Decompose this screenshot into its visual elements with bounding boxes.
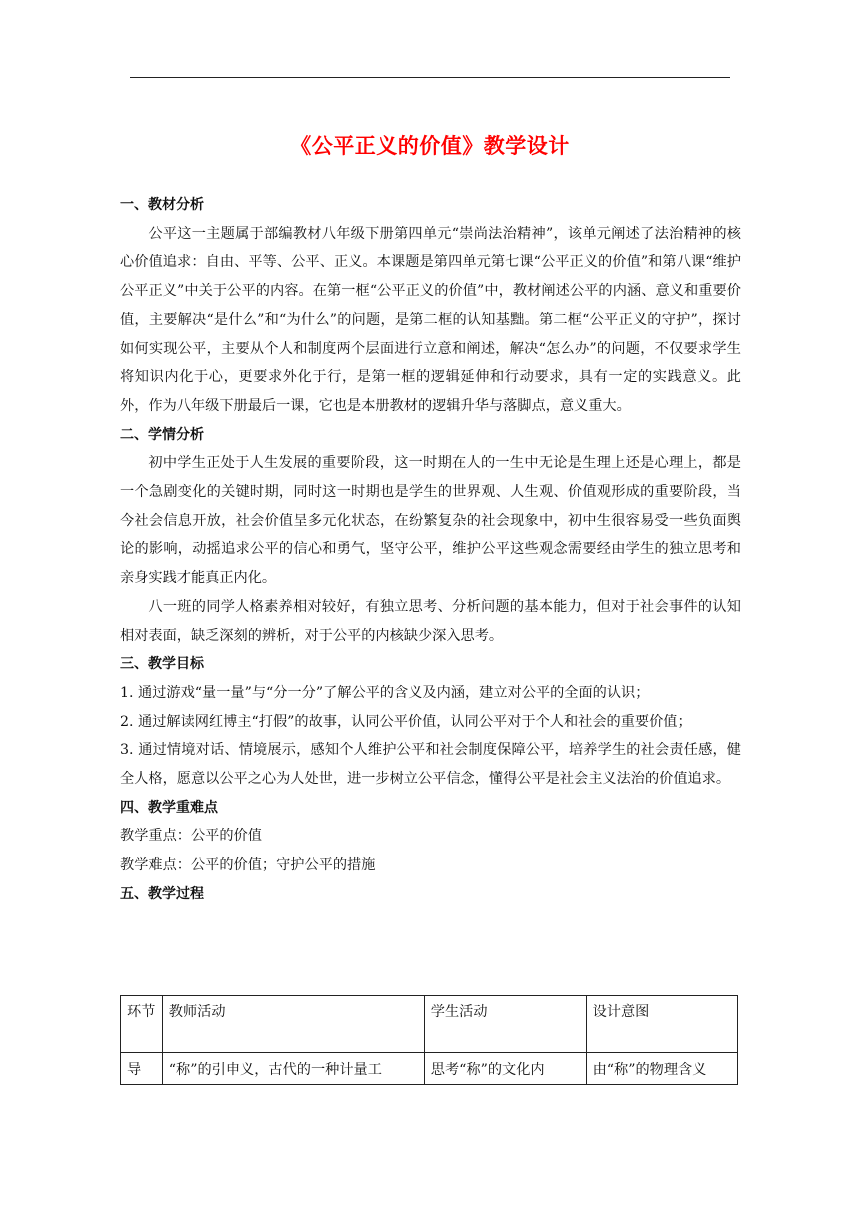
section-heading-3: 三、教学目标 (120, 656, 204, 673)
section-2-paragraph-1: 初中学生正处于人生发展的重要阶段，这一时期在人的一生中无论是生理上还是心理上，都是一个急剧变化的关键时期，同时这一时期也是学生的世界观、人生观、价值观形成的重要阶段，当今社会信息开放，社会价值呈多元化状态，在纷繁复杂的社会现象中，初中生很容易受一些负面舆论的影响，动摇追求公平的信心和勇气，坚守公平，维护公平这些观念需要经由学生的独立思考和亲身实践才能真正内化。 (120, 455, 741, 587)
table-row (121, 1053, 738, 1085)
section-heading-4: 四、教学重难点 (120, 799, 218, 816)
table-header-cell: 学生活动 (424, 996, 586, 1053)
table-header-cell: 设计意图 (586, 996, 737, 1053)
table-cell: “称”的引申义，古代的一种计量工 (162, 1053, 424, 1085)
objective-item-1: 1. 通过游戏“量一量”与“分一分”了解公平的含义及内涵，建立对公平的全面的认识； (120, 684, 650, 701)
section-1-paragraph-1: 公平这一主题属于部编教材八年级下册第四单元“崇尚法治精神”，该单元阐述了法治精神的核心价值追求：自由、平等、公平、正义。本课题是第四单元第七课“公平正义的价值”和第八课“维护公平正义”中关于公平的内容。在第一框“公平正义的价值”中，教材阐述公平的内涵、意义和重要价值，主要解决“是什么”和“为什么”的问题，是第二框的认知基黜。第二框“公平正义的守护”，探讨如何实现公平，主要从个人和制度两个层面进行立意和阐述，解决“怎么办”的问题，不仅要求学生将知识内化于心，更要求外化于行，是第一框的逻辑延伸和行动要求，具有一定的实践意义。此外，作为八年级下册最后一课，它也是本册教材的逻辑升华与落脚点，意义重大。 (120, 225, 741, 414)
teaching-process-table (120, 995, 738, 1085)
document-body (120, 191, 741, 909)
table-cell: 由“称”的物理含义 (586, 1053, 737, 1085)
key-point-line: 教学重点：公平的价值 (120, 828, 262, 845)
section-heading-2: 二、学情分析 (120, 426, 204, 443)
section-heading-5: 五、教学过程 (120, 885, 204, 902)
section-heading-1: 一、教材分析 (120, 197, 204, 213)
section-2-paragraph-2: 八一班的同学人格素养相对较好，有独立思考、分析问题的基本能力，但对于社会事件的认知相对表面，缺乏深刻的辨析，对于公平的内核缺少深入思考。 (120, 598, 741, 644)
difficulty-line: 教学难点：公平的价值；守护公平的措施 (120, 857, 376, 874)
table-header-row (121, 996, 738, 1053)
table-cell: 思考“称”的文化内 (424, 1053, 586, 1085)
objective-item-3: 3. 通过情境对话、情境展示，感知个人维护公平和社会制度保障公平，培养学生的社会责任感，健全人格，愿意以公平之心为人处世，进一步树立公平信念，懂得公平是社会主义法治的价值追求。 (120, 742, 741, 788)
objective-item-2: 2. 通过解读网红博主“打假”的故事，认同公平价值，认同公平对于个人和社会的重要价值； (120, 713, 692, 730)
table-cell: 导 (121, 1053, 163, 1085)
table-header-cell: 教师活动 (162, 996, 424, 1053)
table-header-cell: 环节 (121, 996, 163, 1053)
document-title: 《公平正义的价值》教学设计 (290, 134, 570, 158)
header-rule (130, 77, 730, 78)
